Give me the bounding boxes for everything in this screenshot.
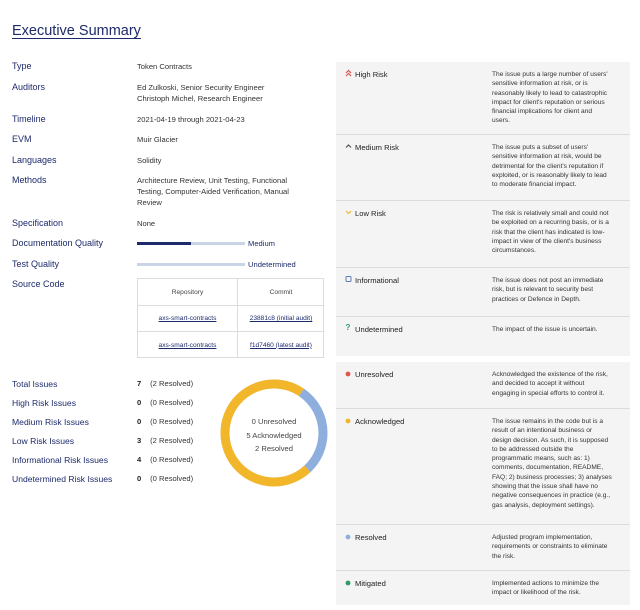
evm-value: Muir Glacier (137, 135, 178, 144)
risk-level-row-medium-risk (336, 135, 630, 201)
repository-header: Repository (171, 288, 204, 296)
commit-link[interactable]: f1d7460 (latest audit) (250, 341, 312, 349)
risk-level-name: Low Risk (355, 209, 386, 218)
status-description: Acknowledged the existence of the risk, and decided to accept it without engaging in special efforts to control it. (492, 371, 608, 397)
risk-level-name: Medium Risk (355, 143, 399, 152)
issue-label-low: Low Risk Issues (12, 436, 75, 446)
donut-label-acknowledged: 5 Acknowledged (246, 431, 302, 440)
auditors-label: Auditors (12, 82, 46, 92)
issue-count-informational: 4 (0 Resolved) (137, 455, 194, 464)
status-row-mitigated (336, 571, 630, 605)
risk-level-name: Undetermined (355, 325, 403, 334)
test-quality-bar (137, 263, 245, 266)
issue-count-total: 7 (2 Resolved) (137, 379, 194, 388)
timeline-value: 2021-04-19 through 2021-04-23 (137, 115, 245, 124)
acknowledged-dot-icon (344, 416, 352, 426)
status-legend (336, 362, 630, 605)
risk-level-row-informational (336, 268, 630, 317)
chevron-down-icon (344, 208, 352, 218)
double-chevron-up-icon (344, 69, 352, 79)
specification-value: None (137, 219, 156, 228)
info-circle-icon (344, 275, 352, 285)
status-row-resolved (336, 525, 630, 571)
status-description: Implemented actions to minimize the impact or likelihood of the risk. (492, 580, 600, 597)
documentation-quality-bar (137, 242, 245, 245)
status-name: Unresolved (355, 370, 394, 379)
donut-label-unresolved: 0 Unresolved (251, 417, 297, 426)
risk-level-row-high-risk (336, 62, 630, 135)
methods-value-1: Architecture Review, Unit Testing, Functional (137, 176, 288, 185)
chevron-up-icon (344, 142, 352, 152)
commit-link[interactable]: 23881c8 (initial audit) (249, 315, 313, 322)
risk-level-name: High Risk (355, 70, 388, 79)
auditor-2: Christoph Michel, Research Engineer (137, 94, 263, 103)
type-value: Token Contracts (137, 62, 192, 71)
specification-label: Specification (12, 218, 64, 228)
status-row-acknowledged (336, 409, 630, 525)
methods-label: Methods (12, 175, 47, 185)
issue-count-low: 3 (2 Resolved) (137, 436, 194, 445)
issue-count-medium: 0 (0 Resolved) (137, 417, 194, 426)
test-quality-label: Test Quality (12, 259, 60, 269)
test-quality-value: Undetermined (248, 260, 296, 269)
issue-label-medium: Medium Risk Issues (12, 417, 89, 427)
risk-level-name: Informational (355, 276, 399, 285)
risk-level-description: The issue puts a subset of users' sensitive information at risk, would be detrimental for the client's reputation if exploited, or is reasonably likely to lead to moderate financial impact. (492, 144, 607, 189)
status-row-unresolved (336, 362, 630, 409)
evm-label: EVM (12, 134, 32, 144)
status-name: Acknowledged (355, 417, 405, 426)
issue-count-undetermined: 0 (0 Resolved) (137, 474, 194, 483)
status-name: Mitigated (355, 579, 386, 588)
donut-label-resolved: 2 Resolved (255, 444, 293, 453)
mitigated-dot-icon (344, 578, 352, 588)
table-header (138, 279, 323, 306)
risk-level-row-undetermined (336, 317, 630, 356)
risk-level-description: The impact of the issue is uncertain. (492, 326, 598, 333)
commit-header: Commit (269, 288, 293, 296)
issue-label-total: Total Issues (12, 379, 58, 389)
issue-label-undetermined: Undetermined Risk Issues (12, 474, 113, 484)
languages-label: Languages (12, 155, 57, 165)
issue-count-high: 0 (0 Resolved) (137, 398, 194, 407)
source-code-label: Source Code (12, 279, 65, 289)
documentation-quality-value: Medium (248, 239, 276, 248)
issue-label-high: High Risk Issues (12, 398, 76, 408)
risk-level-description: The issue puts a large number of users' sensitive information at risk, or is reasonably likely to lead to catastrophic impact for client's reputation or serious financial implications for client and users. (492, 71, 608, 125)
status-description: The issue remains in the code but is a result of an intentional business or design decision. As such, it is supposed to be addressed outside the programmatic means, such as: 1) comments, documentation, README, FAQ; 2) business processes; 3) analyses showing that the issue shall have no negative consequences in practice (e.g., gas analysis, deployment settings). (492, 418, 612, 509)
repository-link[interactable]: axs-smart-contracts (158, 341, 217, 349)
risk-level-description: The issue does not post an immediate risk, but is relevant to security best practices or Defence in Depth. (492, 277, 604, 303)
documentation-quality-fill (137, 242, 191, 245)
risk-level-legend (336, 62, 630, 356)
repository-link[interactable]: axs-smart-contracts (158, 315, 217, 322)
status-description: Adjusted program implementation, requirements or constraints to eliminate the risk. (492, 534, 608, 560)
methods-value-2: Testing, Computer-Aided Verification, Manual (137, 187, 289, 196)
timeline-label: Timeline (12, 114, 46, 124)
table-row (138, 332, 323, 358)
type-label: Type (12, 61, 32, 71)
languages-value: Solidity (137, 156, 162, 165)
unresolved-dot-icon (344, 369, 352, 379)
risk-level-row-low-risk (336, 201, 630, 268)
risk-level-description: The risk is relatively small and could not be exploited on a recurring basis, or is a risk that the client has indicated is low- impact in view of the client's business circumstances. (492, 210, 609, 255)
issue-label-informational: Informational Risk Issues (12, 455, 108, 465)
auditor-1: Ed Zulkoski, Senior Security Engineer (137, 83, 265, 92)
resolved-dot-icon (344, 532, 352, 542)
table-row (138, 306, 323, 332)
documentation-quality-label: Documentation Quality (12, 238, 104, 248)
page-title: Executive Summary (12, 23, 141, 39)
status-name: Resolved (355, 533, 387, 542)
source-code-table (137, 278, 324, 358)
methods-value-3: Review (137, 198, 162, 207)
question-mark-icon: ? (345, 323, 351, 332)
